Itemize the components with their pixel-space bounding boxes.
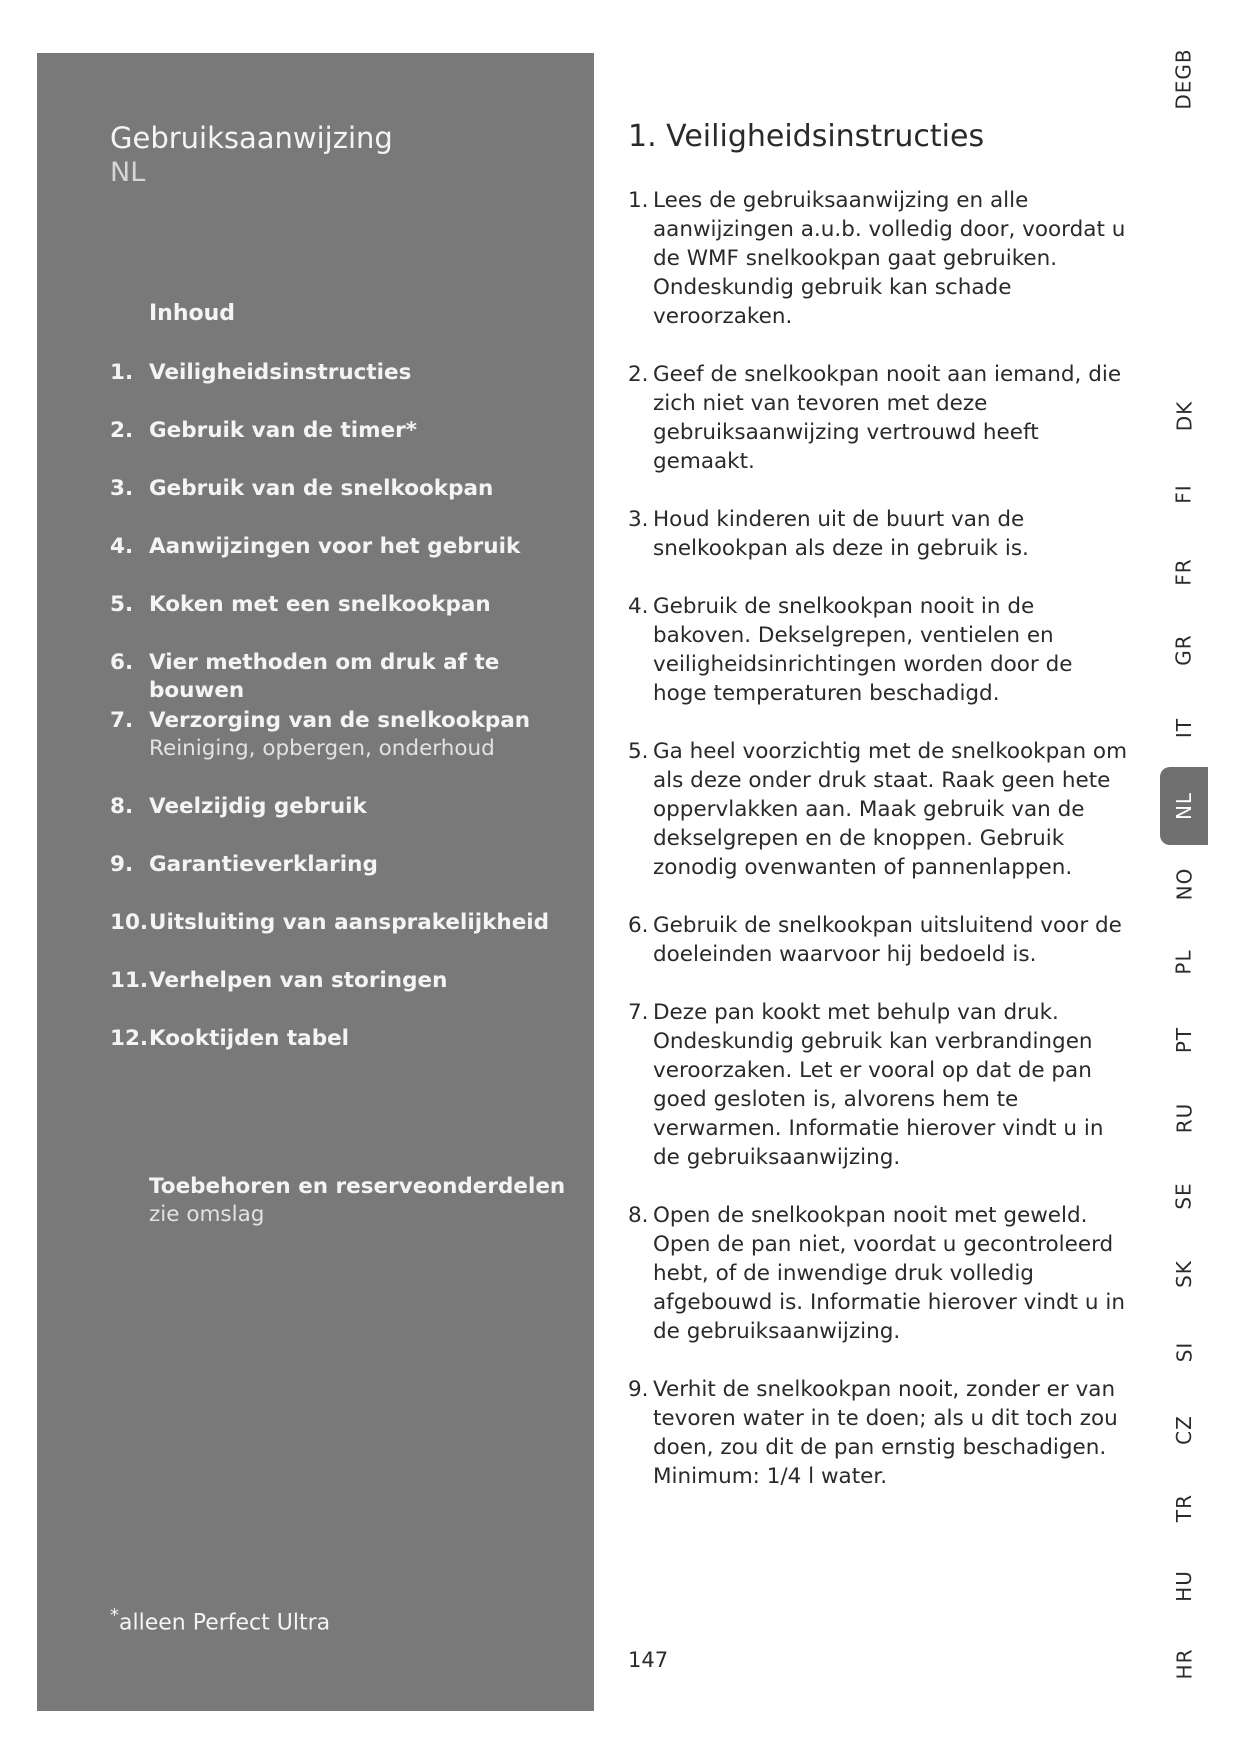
- toc-item-label: Veiligheidsinstructies: [149, 360, 412, 385]
- toc-heading: Inhoud: [149, 301, 236, 326]
- toc-item[interactable]: [110, 967, 580, 1025]
- toc-item-number: 8.: [110, 794, 134, 819]
- toc-item[interactable]: [110, 707, 580, 793]
- toc-item-subtitle: Reiniging, opbergen, onderhoud: [149, 736, 495, 761]
- toc-item-number: 1.: [110, 360, 134, 385]
- language-tab-se[interactable]: [1160, 1157, 1208, 1235]
- language-tab-pl[interactable]: [1160, 923, 1208, 1001]
- language-tab-no[interactable]: [1160, 845, 1208, 923]
- toc-item-number: 3.: [110, 476, 134, 501]
- list-item: [628, 186, 1128, 331]
- language-tab-gr[interactable]: [1160, 611, 1208, 689]
- language-tab-ru[interactable]: [1160, 1079, 1208, 1157]
- table-of-contents: [110, 359, 580, 1083]
- language-tab-nl[interactable]: [1160, 767, 1208, 845]
- safety-instructions-list: [628, 186, 1128, 1491]
- list-item-text: Ga heel voorzichtig met de snelkookpan om als deze onder druk staat. Raak geen hete oppervlakken aan. Maak gebruik van de dekselgrepen en de knoppen. Gebruik zonodig ovenwanten of pannenlappen.: [653, 739, 1128, 880]
- language-tab-label: FI: [1172, 484, 1196, 504]
- language-tab-dk[interactable]: [1160, 377, 1208, 455]
- toc-item-label: Kooktijden tabel: [149, 1026, 350, 1051]
- list-item-number: 3.: [628, 507, 649, 532]
- language-tab-label: SE: [1172, 1182, 1196, 1210]
- list-item: [628, 911, 1128, 969]
- toc-item-label: Veelzijdig gebruik: [149, 794, 367, 819]
- language-tab-label: FR: [1172, 558, 1196, 586]
- left-panel: [37, 53, 594, 1711]
- language-tab-label: TR: [1172, 1493, 1196, 1523]
- toc-item-number: 6.: [110, 650, 134, 675]
- footnote: [110, 1605, 330, 1635]
- toc-item[interactable]: [110, 359, 580, 417]
- language-tab-degb[interactable]: [1160, 40, 1208, 118]
- language-tab-label: DK: [1171, 400, 1196, 432]
- language-tabs: [1160, 40, 1210, 1700]
- language-tab-label: PT: [1172, 1026, 1196, 1054]
- language-tab-label: NO: [1171, 867, 1196, 901]
- toc-item[interactable]: [110, 591, 580, 649]
- list-item: [628, 505, 1128, 563]
- toc-item[interactable]: [110, 1025, 580, 1083]
- language-tab-sk[interactable]: [1160, 1235, 1208, 1313]
- toc-item[interactable]: [110, 533, 580, 591]
- toc-item[interactable]: [110, 909, 580, 967]
- toc-item-number: 5.: [110, 592, 134, 617]
- list-item-number: 9.: [628, 1377, 649, 1402]
- toc-item-number: 10.: [110, 910, 149, 935]
- list-item-number: 2.: [628, 362, 649, 387]
- toc-item-label: Aanwijzingen voor het gebruik: [149, 534, 521, 559]
- language-tab-label: HR: [1172, 1648, 1196, 1680]
- toc-item-number: 9.: [110, 852, 134, 877]
- list-item-number: 5.: [628, 739, 649, 764]
- language-tab-label: DEGB: [1172, 48, 1197, 110]
- list-item-text: Deze pan kookt met behulp van druk. Ondeskundig gebruik kan verbrandingen veroorzaken. Let er vooral op dat de pan goed gesloten is, alvorens hem te verwarmen. Informatie hierover vindt u in de gebruiksaanwijzing.: [653, 1000, 1104, 1170]
- toc-item-label: Vier methoden om druk af te bouwen: [149, 650, 500, 703]
- list-item-number: 7.: [628, 1000, 649, 1025]
- list-item-number: 6.: [628, 913, 649, 938]
- list-item-text: Gebruik de snelkookpan uitsluitend voor de doeleinden waarvoor hij bedoeld is.: [653, 913, 1122, 967]
- toc-item-label: Koken met een snelkookpan: [149, 592, 491, 617]
- accessories-label: Toebehoren en reserveonderdelen: [149, 1174, 566, 1199]
- list-item-text: Houd kinderen uit de buurt van de snelkookpan als deze in gebruik is.: [653, 507, 1029, 561]
- toc-item-label: Gebruik van de snelkookpan: [149, 476, 494, 501]
- list-item: [628, 998, 1128, 1172]
- language-tab-it[interactable]: [1160, 689, 1208, 767]
- list-item: [628, 592, 1128, 708]
- list-item: [628, 1201, 1128, 1346]
- footnote-mark: *: [110, 1605, 119, 1626]
- section-title: 1. Veiligheidsinstructies: [628, 119, 985, 154]
- language-tab-hr[interactable]: [1160, 1625, 1208, 1703]
- toc-item[interactable]: [110, 417, 580, 475]
- toc-item[interactable]: [110, 851, 580, 909]
- list-item: [628, 737, 1128, 882]
- language-tab-label: GR: [1172, 634, 1196, 666]
- language-tab-hu[interactable]: [1160, 1547, 1208, 1625]
- list-item-text: Geef de snelkookpan nooit aan iemand, die zich niet van tevoren met deze gebruiksaanwijzing vertrouwd heeft gemaakt.: [653, 362, 1122, 474]
- toc-item-number: 4.: [110, 534, 134, 559]
- language-tab-tr[interactable]: [1160, 1469, 1208, 1547]
- accessories-sub: zie omslag: [149, 1202, 265, 1227]
- language-tab-pt[interactable]: [1160, 1001, 1208, 1079]
- language-tab-label: SI: [1172, 1341, 1196, 1363]
- language-tab-label: NL: [1171, 791, 1196, 821]
- page-number: 147: [628, 1648, 669, 1672]
- language-tab-label: SK: [1172, 1260, 1196, 1288]
- list-item: [628, 360, 1128, 476]
- language-tab-cz[interactable]: [1160, 1391, 1208, 1469]
- toc-item-label: Gebruik van de timer*: [149, 418, 417, 443]
- toc-item-number: 12.: [110, 1026, 149, 1051]
- list-item-text: Gebruik de snelkookpan nooit in de bakoven. Dekselgrepen, ventielen en veiligheidsinrichtingen worden door de hoge temperaturen beschadigd.: [653, 594, 1073, 706]
- language-tab-fi[interactable]: [1160, 455, 1208, 533]
- toc-item-number: 11.: [110, 968, 149, 993]
- document-language: NL: [110, 157, 146, 188]
- language-tab-label: IT: [1172, 717, 1196, 739]
- toc-item-label: Verhelpen van storingen: [149, 968, 448, 993]
- language-tab-fr[interactable]: [1160, 533, 1208, 611]
- toc-item-number: 7.: [110, 708, 134, 733]
- toc-item[interactable]: [110, 475, 580, 533]
- toc-item[interactable]: [110, 649, 580, 707]
- toc-item-number: 2.: [110, 418, 134, 443]
- list-item-number: 1.: [628, 188, 649, 213]
- document-title: Gebruiksaanwijzing: [110, 121, 393, 155]
- list-item-text: Lees de gebruiksaanwijzing en alle aanwijzingen a.u.b. volledig door, voordat u de WMF snelkookpan gaat gebruiken. Ondeskundig gebruik kan schade veroorzaken.: [653, 188, 1126, 329]
- language-tab-label: CZ: [1171, 1415, 1196, 1445]
- toc-item[interactable]: [110, 793, 580, 851]
- list-item-text: Verhit de snelkookpan nooit, zonder er van tevoren water in te doen; als u dit toch zou doen, zou dit de pan ernstig beschadigen. Minimum: 1/4 l water.: [653, 1377, 1118, 1489]
- main-content: [628, 118, 1128, 1520]
- list-item-number: 4.: [628, 594, 649, 619]
- list-item-number: 8.: [628, 1203, 649, 1228]
- toc-item-label: Garantieverklaring: [149, 852, 378, 877]
- language-tab-label: RU: [1171, 1102, 1196, 1134]
- accessories-note: [149, 1173, 565, 1229]
- language-tab-si[interactable]: [1160, 1313, 1208, 1391]
- list-item: [628, 1375, 1128, 1491]
- language-tab-label: PL: [1171, 949, 1196, 975]
- toc-item-label: Verzorging van de snelkookpan: [149, 708, 531, 733]
- list-item-text: Open de snelkookpan nooit met geweld. Open de pan niet, voordat u gecontroleerd hebt, of de inwendige druk volledig afgebouwd is. Informatie hierover vindt u in de gebruiksaanwijzing.: [653, 1203, 1125, 1344]
- language-tab-label: HU: [1172, 1570, 1196, 1602]
- footnote-text: alleen Perfect Ultra: [119, 1610, 331, 1636]
- toc-item-label: Uitsluiting van aansprakelijkheid: [149, 910, 550, 935]
